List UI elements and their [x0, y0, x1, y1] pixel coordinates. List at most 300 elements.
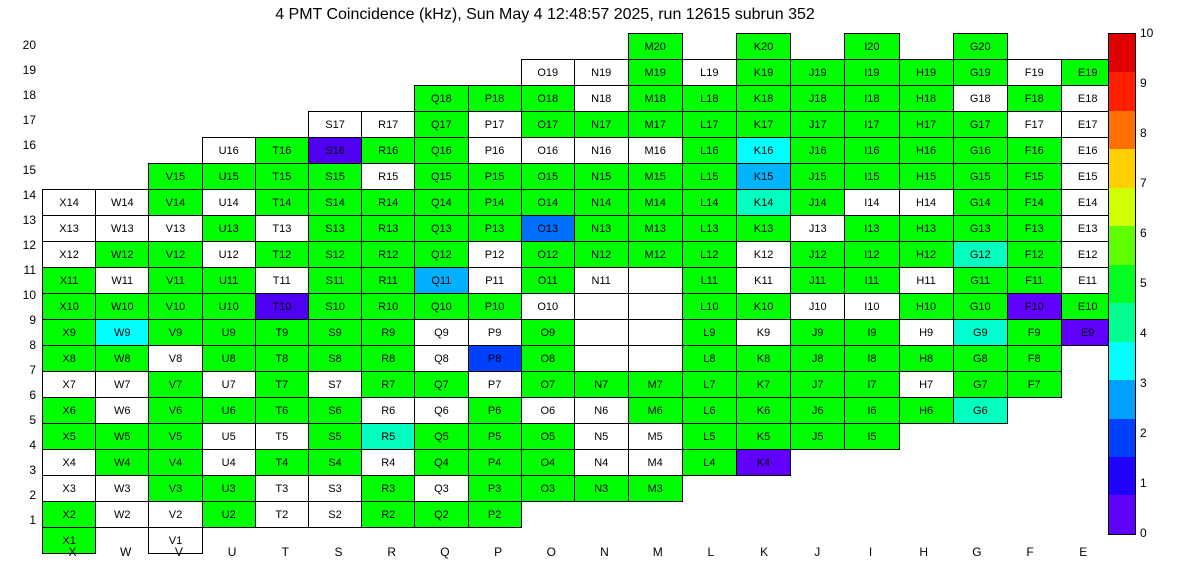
heatmap-cell[interactable]: W3 [96, 476, 149, 502]
heatmap-cell[interactable]: Q13 [415, 216, 468, 242]
heatmap-cell[interactable]: W6 [96, 398, 149, 424]
heatmap-cell[interactable]: R9 [362, 320, 415, 346]
heatmap-cell[interactable]: U16 [202, 138, 255, 164]
heatmap-cell[interactable]: F14 [1007, 190, 1061, 216]
heatmap-cell[interactable]: N5 [574, 424, 628, 450]
heatmap-cell[interactable]: H16 [899, 138, 953, 164]
heatmap-cell[interactable]: T11 [255, 268, 308, 294]
heatmap-cell[interactable] [628, 320, 682, 346]
heatmap-cell[interactable]: K5 [736, 424, 790, 450]
heatmap-cell[interactable]: G19 [953, 60, 1007, 86]
heatmap-cell[interactable]: O5 [521, 424, 574, 450]
heatmap-cell[interactable]: O7 [521, 372, 574, 398]
heatmap-cell[interactable]: K15 [736, 164, 790, 190]
heatmap-cell[interactable]: X6 [43, 398, 96, 424]
heatmap-cell[interactable]: U10 [202, 294, 255, 320]
heatmap-cell[interactable]: V9 [149, 320, 202, 346]
heatmap-cell[interactable]: H6 [899, 398, 953, 424]
heatmap-cell[interactable]: S9 [308, 320, 361, 346]
heatmap-cell[interactable]: N12 [574, 242, 628, 268]
heatmap-cell[interactable]: P12 [468, 242, 521, 268]
heatmap-cell[interactable]: J16 [791, 138, 845, 164]
heatmap-cell[interactable]: J10 [791, 294, 845, 320]
heatmap-cell[interactable]: L4 [682, 450, 736, 476]
heatmap-cell[interactable]: K13 [736, 216, 790, 242]
heatmap-cell[interactable]: G17 [953, 112, 1007, 138]
heatmap-cell[interactable]: M6 [628, 398, 682, 424]
heatmap-cell[interactable]: H19 [899, 60, 953, 86]
heatmap-cell[interactable]: R6 [362, 398, 415, 424]
heatmap-cell[interactable]: V11 [149, 268, 202, 294]
heatmap-cell[interactable]: G15 [953, 164, 1007, 190]
heatmap-cell[interactable]: G12 [953, 242, 1007, 268]
heatmap-cell[interactable]: Q8 [415, 346, 468, 372]
heatmap-cell[interactable]: H15 [899, 164, 953, 190]
heatmap-cell[interactable]: S10 [308, 294, 361, 320]
heatmap-cell[interactable]: O18 [521, 86, 574, 112]
heatmap-cell[interactable]: F12 [1007, 242, 1061, 268]
heatmap-cell[interactable]: X5 [43, 424, 96, 450]
heatmap-cell[interactable]: P9 [468, 320, 521, 346]
heatmap-cell[interactable]: P3 [468, 476, 521, 502]
heatmap-cell[interactable]: X11 [43, 268, 96, 294]
heatmap-cell[interactable]: U2 [202, 502, 255, 528]
heatmap-cell[interactable]: O10 [521, 294, 574, 320]
heatmap-cell[interactable]: N16 [574, 138, 628, 164]
heatmap-cell[interactable]: V15 [149, 164, 202, 190]
heatmap-cell[interactable]: E14 [1061, 190, 1114, 216]
heatmap-cell[interactable]: P6 [468, 398, 521, 424]
heatmap-cell[interactable]: S17 [308, 112, 361, 138]
heatmap-cell[interactable]: R15 [362, 164, 415, 190]
heatmap-cell[interactable]: I7 [845, 372, 899, 398]
heatmap-cell[interactable]: W9 [96, 320, 149, 346]
heatmap-cell[interactable]: E15 [1061, 164, 1114, 190]
heatmap-cell[interactable]: P17 [468, 112, 521, 138]
heatmap-cell[interactable]: I6 [845, 398, 899, 424]
heatmap-cell[interactable]: M12 [628, 242, 682, 268]
heatmap-cell[interactable]: U7 [202, 372, 255, 398]
heatmap-cell[interactable]: R17 [362, 112, 415, 138]
heatmap-cell[interactable]: J12 [791, 242, 845, 268]
heatmap-cell[interactable]: N19 [574, 60, 628, 86]
heatmap-cell[interactable]: N4 [574, 450, 628, 476]
heatmap-cell[interactable]: U9 [202, 320, 255, 346]
heatmap-cell[interactable]: X10 [43, 294, 96, 320]
heatmap-cell[interactable]: P18 [468, 86, 521, 112]
heatmap-cell[interactable]: E12 [1061, 242, 1114, 268]
heatmap-cell[interactable]: P5 [468, 424, 521, 450]
heatmap-cell[interactable]: W5 [96, 424, 149, 450]
heatmap-cell[interactable]: S15 [308, 164, 361, 190]
heatmap-cell[interactable]: P4 [468, 450, 521, 476]
heatmap-cell[interactable]: R8 [362, 346, 415, 372]
heatmap-cell[interactable]: E19 [1061, 60, 1114, 86]
heatmap-cell[interactable]: V2 [149, 502, 202, 528]
heatmap-cell[interactable]: R12 [362, 242, 415, 268]
heatmap-cell[interactable]: O12 [521, 242, 574, 268]
heatmap-cell[interactable]: L9 [682, 320, 736, 346]
heatmap-cell[interactable]: Q10 [415, 294, 468, 320]
heatmap-cell[interactable]: T15 [255, 164, 308, 190]
heatmap-cell[interactable]: J7 [791, 372, 845, 398]
heatmap-cell[interactable]: G16 [953, 138, 1007, 164]
heatmap-cell[interactable]: E18 [1061, 86, 1114, 112]
heatmap-cell[interactable]: T7 [255, 372, 308, 398]
heatmap-cell[interactable]: K6 [736, 398, 790, 424]
heatmap-cell[interactable]: F7 [1007, 372, 1061, 398]
heatmap-cell[interactable]: S13 [308, 216, 361, 242]
heatmap-cell[interactable]: P7 [468, 372, 521, 398]
heatmap-cell[interactable]: G11 [953, 268, 1007, 294]
heatmap-cell[interactable]: V13 [149, 216, 202, 242]
heatmap-cell[interactable]: P8 [468, 346, 521, 372]
heatmap-cell[interactable]: F15 [1007, 164, 1061, 190]
heatmap-cell[interactable]: R13 [362, 216, 415, 242]
heatmap-cell[interactable]: K16 [736, 138, 790, 164]
heatmap-cell[interactable]: X1 [43, 528, 96, 554]
heatmap-cell[interactable] [628, 294, 682, 320]
heatmap-cell[interactable]: H18 [899, 86, 953, 112]
heatmap-cell[interactable] [574, 320, 628, 346]
heatmap-cell[interactable]: L14 [682, 190, 736, 216]
heatmap-cell[interactable]: Q16 [415, 138, 468, 164]
heatmap-cell[interactable]: X2 [43, 502, 96, 528]
heatmap-cell[interactable]: I15 [845, 164, 899, 190]
heatmap-cell[interactable]: K7 [736, 372, 790, 398]
heatmap-cell[interactable]: E10 [1061, 294, 1114, 320]
heatmap-cell[interactable]: F16 [1007, 138, 1061, 164]
heatmap-cell[interactable]: S16 [308, 138, 361, 164]
heatmap-cell[interactable]: X3 [43, 476, 96, 502]
heatmap-cell[interactable]: H12 [899, 242, 953, 268]
heatmap-cell[interactable]: J5 [791, 424, 845, 450]
heatmap-cell[interactable]: Q11 [415, 268, 468, 294]
heatmap-cell[interactable]: G8 [953, 346, 1007, 372]
heatmap-cell[interactable]: J14 [791, 190, 845, 216]
heatmap-cell[interactable]: F9 [1007, 320, 1061, 346]
heatmap-cell[interactable]: W14 [96, 190, 149, 216]
heatmap-cell[interactable]: P10 [468, 294, 521, 320]
heatmap-cell[interactable]: O13 [521, 216, 574, 242]
heatmap-cell[interactable]: T12 [255, 242, 308, 268]
heatmap-cell[interactable]: U12 [202, 242, 255, 268]
heatmap-cell[interactable]: E13 [1061, 216, 1114, 242]
heatmap-cell[interactable]: W12 [96, 242, 149, 268]
heatmap-cell[interactable]: S3 [308, 476, 361, 502]
heatmap-cell[interactable]: R2 [362, 502, 415, 528]
heatmap-cell[interactable]: L13 [682, 216, 736, 242]
heatmap-cell[interactable]: U13 [202, 216, 255, 242]
heatmap-cell[interactable]: M16 [628, 138, 682, 164]
heatmap-cell[interactable]: K4 [736, 450, 790, 476]
heatmap-cell[interactable]: K19 [736, 60, 790, 86]
heatmap-cell[interactable]: G10 [953, 294, 1007, 320]
heatmap-cell[interactable]: P2 [468, 502, 521, 528]
heatmap-cell[interactable]: E11 [1061, 268, 1114, 294]
heatmap-cell[interactable]: J11 [791, 268, 845, 294]
heatmap-cell[interactable]: V14 [149, 190, 202, 216]
heatmap-cell[interactable]: V3 [149, 476, 202, 502]
heatmap-cell[interactable]: T16 [255, 138, 308, 164]
heatmap-cell[interactable]: H14 [899, 190, 953, 216]
heatmap-cell[interactable]: W7 [96, 372, 149, 398]
heatmap-cell[interactable]: I9 [845, 320, 899, 346]
heatmap-cell[interactable]: I16 [845, 138, 899, 164]
heatmap-cell[interactable]: W13 [96, 216, 149, 242]
heatmap-cell[interactable]: S6 [308, 398, 361, 424]
heatmap-cell[interactable]: N17 [574, 112, 628, 138]
heatmap-cell[interactable]: T5 [255, 424, 308, 450]
heatmap-cell[interactable]: I8 [845, 346, 899, 372]
heatmap-cell[interactable]: X7 [43, 372, 96, 398]
heatmap-cell[interactable]: E17 [1061, 112, 1114, 138]
heatmap-cell[interactable]: U14 [202, 190, 255, 216]
heatmap-cell[interactable]: L15 [682, 164, 736, 190]
heatmap-cell[interactable]: S11 [308, 268, 361, 294]
heatmap-cell[interactable]: K11 [736, 268, 790, 294]
heatmap-cell[interactable]: V7 [149, 372, 202, 398]
heatmap-cell[interactable]: I12 [845, 242, 899, 268]
heatmap-cell[interactable]: V8 [149, 346, 202, 372]
heatmap-cell[interactable]: G14 [953, 190, 1007, 216]
heatmap-cell[interactable] [574, 346, 628, 372]
heatmap-cell[interactable]: R5 [362, 424, 415, 450]
heatmap-cell[interactable]: V10 [149, 294, 202, 320]
heatmap-cell[interactable]: G18 [953, 86, 1007, 112]
heatmap-cell[interactable]: T2 [255, 502, 308, 528]
heatmap-cell[interactable]: S14 [308, 190, 361, 216]
heatmap-cell[interactable]: T8 [255, 346, 308, 372]
heatmap-cell[interactable]: R10 [362, 294, 415, 320]
heatmap-cell[interactable]: R4 [362, 450, 415, 476]
heatmap-cell[interactable]: Q3 [415, 476, 468, 502]
heatmap-cell[interactable]: J15 [791, 164, 845, 190]
heatmap-cell[interactable]: U5 [202, 424, 255, 450]
heatmap-cell[interactable]: F13 [1007, 216, 1061, 242]
heatmap-cell[interactable]: T14 [255, 190, 308, 216]
heatmap-cell[interactable]: N7 [574, 372, 628, 398]
heatmap-cell[interactable]: W8 [96, 346, 149, 372]
heatmap-cell[interactable]: H9 [899, 320, 953, 346]
heatmap-cell[interactable]: T6 [255, 398, 308, 424]
heatmap-cell[interactable]: H11 [899, 268, 953, 294]
heatmap-cell[interactable]: M19 [628, 60, 682, 86]
heatmap-cell[interactable]: H13 [899, 216, 953, 242]
heatmap-cell[interactable] [628, 346, 682, 372]
heatmap-cell[interactable] [628, 268, 682, 294]
heatmap-cell[interactable]: W10 [96, 294, 149, 320]
heatmap-cell[interactable]: P13 [468, 216, 521, 242]
heatmap-cell[interactable]: V6 [149, 398, 202, 424]
heatmap-cell[interactable]: I17 [845, 112, 899, 138]
heatmap-cell[interactable]: R3 [362, 476, 415, 502]
heatmap-cell[interactable]: F18 [1007, 86, 1061, 112]
heatmap-cell[interactable]: I13 [845, 216, 899, 242]
heatmap-cell[interactable]: U6 [202, 398, 255, 424]
heatmap-cell[interactable]: J19 [791, 60, 845, 86]
heatmap-cell[interactable]: S12 [308, 242, 361, 268]
heatmap-cell[interactable]: L18 [682, 86, 736, 112]
heatmap-cell[interactable]: J13 [791, 216, 845, 242]
heatmap-cell[interactable]: N11 [574, 268, 628, 294]
heatmap-cell[interactable]: M18 [628, 86, 682, 112]
heatmap-cell[interactable]: U8 [202, 346, 255, 372]
heatmap-cell[interactable]: K9 [736, 320, 790, 346]
heatmap-cell[interactable]: S8 [308, 346, 361, 372]
heatmap-cell[interactable]: I19 [845, 60, 899, 86]
heatmap-cell[interactable]: O9 [521, 320, 574, 346]
heatmap-cell[interactable]: O17 [521, 112, 574, 138]
heatmap-cell[interactable]: F19 [1007, 60, 1061, 86]
heatmap-cell[interactable]: S5 [308, 424, 361, 450]
heatmap-cell[interactable]: R14 [362, 190, 415, 216]
heatmap-cell[interactable]: U4 [202, 450, 255, 476]
heatmap-cell[interactable]: M7 [628, 372, 682, 398]
heatmap-cell[interactable]: L16 [682, 138, 736, 164]
heatmap-cell[interactable]: Q14 [415, 190, 468, 216]
heatmap-cell[interactable]: I10 [845, 294, 899, 320]
heatmap-cell[interactable]: Q2 [415, 502, 468, 528]
heatmap-cell[interactable]: L6 [682, 398, 736, 424]
heatmap-cell[interactable]: P14 [468, 190, 521, 216]
heatmap-cell[interactable]: Q7 [415, 372, 468, 398]
heatmap-cell[interactable]: T3 [255, 476, 308, 502]
heatmap-cell[interactable]: Q5 [415, 424, 468, 450]
heatmap-cell[interactable]: X13 [43, 216, 96, 242]
heatmap-cell[interactable]: U11 [202, 268, 255, 294]
heatmap-cell[interactable]: F10 [1007, 294, 1061, 320]
heatmap-cell[interactable]: N6 [574, 398, 628, 424]
heatmap-cell[interactable]: F17 [1007, 112, 1061, 138]
heatmap-cell[interactable]: K12 [736, 242, 790, 268]
heatmap-cell[interactable]: N13 [574, 216, 628, 242]
heatmap-cell[interactable]: J17 [791, 112, 845, 138]
heatmap-cell[interactable]: W2 [96, 502, 149, 528]
heatmap-cell[interactable]: L7 [682, 372, 736, 398]
heatmap-cell[interactable]: X12 [43, 242, 96, 268]
heatmap-cell[interactable]: L10 [682, 294, 736, 320]
heatmap-cell[interactable]: N15 [574, 164, 628, 190]
heatmap-cell[interactable]: I11 [845, 268, 899, 294]
heatmap-cell[interactable]: T13 [255, 216, 308, 242]
heatmap-cell[interactable]: R7 [362, 372, 415, 398]
heatmap-cell[interactable]: I20 [845, 34, 899, 60]
heatmap-cell[interactable]: L19 [682, 60, 736, 86]
heatmap-cell[interactable]: R16 [362, 138, 415, 164]
heatmap-cell[interactable]: H8 [899, 346, 953, 372]
heatmap-cell[interactable]: K14 [736, 190, 790, 216]
heatmap-cell[interactable]: G7 [953, 372, 1007, 398]
heatmap-cell[interactable]: V1 [149, 528, 202, 554]
heatmap-cell[interactable]: M5 [628, 424, 682, 450]
heatmap-cell[interactable]: S4 [308, 450, 361, 476]
heatmap-cell[interactable]: L5 [682, 424, 736, 450]
heatmap-cell[interactable]: H7 [899, 372, 953, 398]
heatmap-cell[interactable]: T9 [255, 320, 308, 346]
heatmap-cell[interactable]: E9 [1061, 320, 1114, 346]
heatmap-cell[interactable]: O4 [521, 450, 574, 476]
heatmap-cell[interactable]: O14 [521, 190, 574, 216]
heatmap-cell[interactable]: K17 [736, 112, 790, 138]
heatmap-cell[interactable]: J8 [791, 346, 845, 372]
heatmap-cell[interactable]: M14 [628, 190, 682, 216]
heatmap-cell[interactable]: G9 [953, 320, 1007, 346]
heatmap-cell[interactable]: O16 [521, 138, 574, 164]
heatmap-cell[interactable]: S2 [308, 502, 361, 528]
heatmap-cell[interactable]: X14 [43, 190, 96, 216]
heatmap-cell[interactable]: E16 [1061, 138, 1114, 164]
heatmap-cell[interactable]: I5 [845, 424, 899, 450]
heatmap-cell[interactable]: Q4 [415, 450, 468, 476]
heatmap-cell[interactable]: O11 [521, 268, 574, 294]
heatmap-cell[interactable]: P15 [468, 164, 521, 190]
heatmap-cell[interactable]: G13 [953, 216, 1007, 242]
heatmap-cell[interactable]: F11 [1007, 268, 1061, 294]
heatmap-cell[interactable]: O3 [521, 476, 574, 502]
heatmap-cell[interactable]: Q15 [415, 164, 468, 190]
heatmap-cell[interactable]: V5 [149, 424, 202, 450]
heatmap-cell[interactable]: O8 [521, 346, 574, 372]
heatmap-cell[interactable]: U15 [202, 164, 255, 190]
heatmap-cell[interactable]: O19 [521, 60, 574, 86]
heatmap-cell[interactable]: J18 [791, 86, 845, 112]
heatmap-cell[interactable]: R11 [362, 268, 415, 294]
heatmap-cell[interactable]: M3 [628, 476, 682, 502]
heatmap-cell[interactable] [574, 294, 628, 320]
heatmap-cell[interactable]: G20 [953, 34, 1007, 60]
heatmap-cell[interactable]: L8 [682, 346, 736, 372]
heatmap-cell[interactable]: V12 [149, 242, 202, 268]
heatmap-cell[interactable]: G6 [953, 398, 1007, 424]
heatmap-cell[interactable]: X4 [43, 450, 96, 476]
heatmap-cell[interactable]: M15 [628, 164, 682, 190]
heatmap-cell[interactable]: I14 [845, 190, 899, 216]
heatmap-cell[interactable]: X8 [43, 346, 96, 372]
heatmap-cell[interactable]: L12 [682, 242, 736, 268]
heatmap-cell[interactable]: W11 [96, 268, 149, 294]
heatmap-cell[interactable]: N3 [574, 476, 628, 502]
heatmap-cell[interactable]: O15 [521, 164, 574, 190]
heatmap-cell[interactable]: P16 [468, 138, 521, 164]
heatmap-cell[interactable]: T10 [255, 294, 308, 320]
heatmap-cell[interactable]: H10 [899, 294, 953, 320]
heatmap-cell[interactable]: L17 [682, 112, 736, 138]
heatmap-cell[interactable]: U3 [202, 476, 255, 502]
heatmap-cell[interactable]: T4 [255, 450, 308, 476]
heatmap-cell[interactable]: X9 [43, 320, 96, 346]
heatmap-cell[interactable]: P11 [468, 268, 521, 294]
heatmap-cell[interactable]: M4 [628, 450, 682, 476]
heatmap-cell[interactable]: Q18 [415, 86, 468, 112]
heatmap-cell[interactable]: J6 [791, 398, 845, 424]
heatmap-cell[interactable]: M13 [628, 216, 682, 242]
heatmap-cell[interactable]: O6 [521, 398, 574, 424]
heatmap-cell[interactable]: K10 [736, 294, 790, 320]
heatmap-cell[interactable]: H17 [899, 112, 953, 138]
heatmap-cell[interactable]: Q17 [415, 112, 468, 138]
heatmap-cell[interactable]: Q12 [415, 242, 468, 268]
heatmap-cell[interactable]: M20 [628, 34, 682, 60]
heatmap-cell[interactable]: K18 [736, 86, 790, 112]
heatmap-cell[interactable]: F8 [1007, 346, 1061, 372]
heatmap-cell[interactable]: I18 [845, 86, 899, 112]
heatmap-cell[interactable]: Q6 [415, 398, 468, 424]
heatmap-cell[interactable]: V4 [149, 450, 202, 476]
heatmap-cell[interactable]: W4 [96, 450, 149, 476]
heatmap-cell[interactable]: M17 [628, 112, 682, 138]
heatmap-cell[interactable]: J9 [791, 320, 845, 346]
